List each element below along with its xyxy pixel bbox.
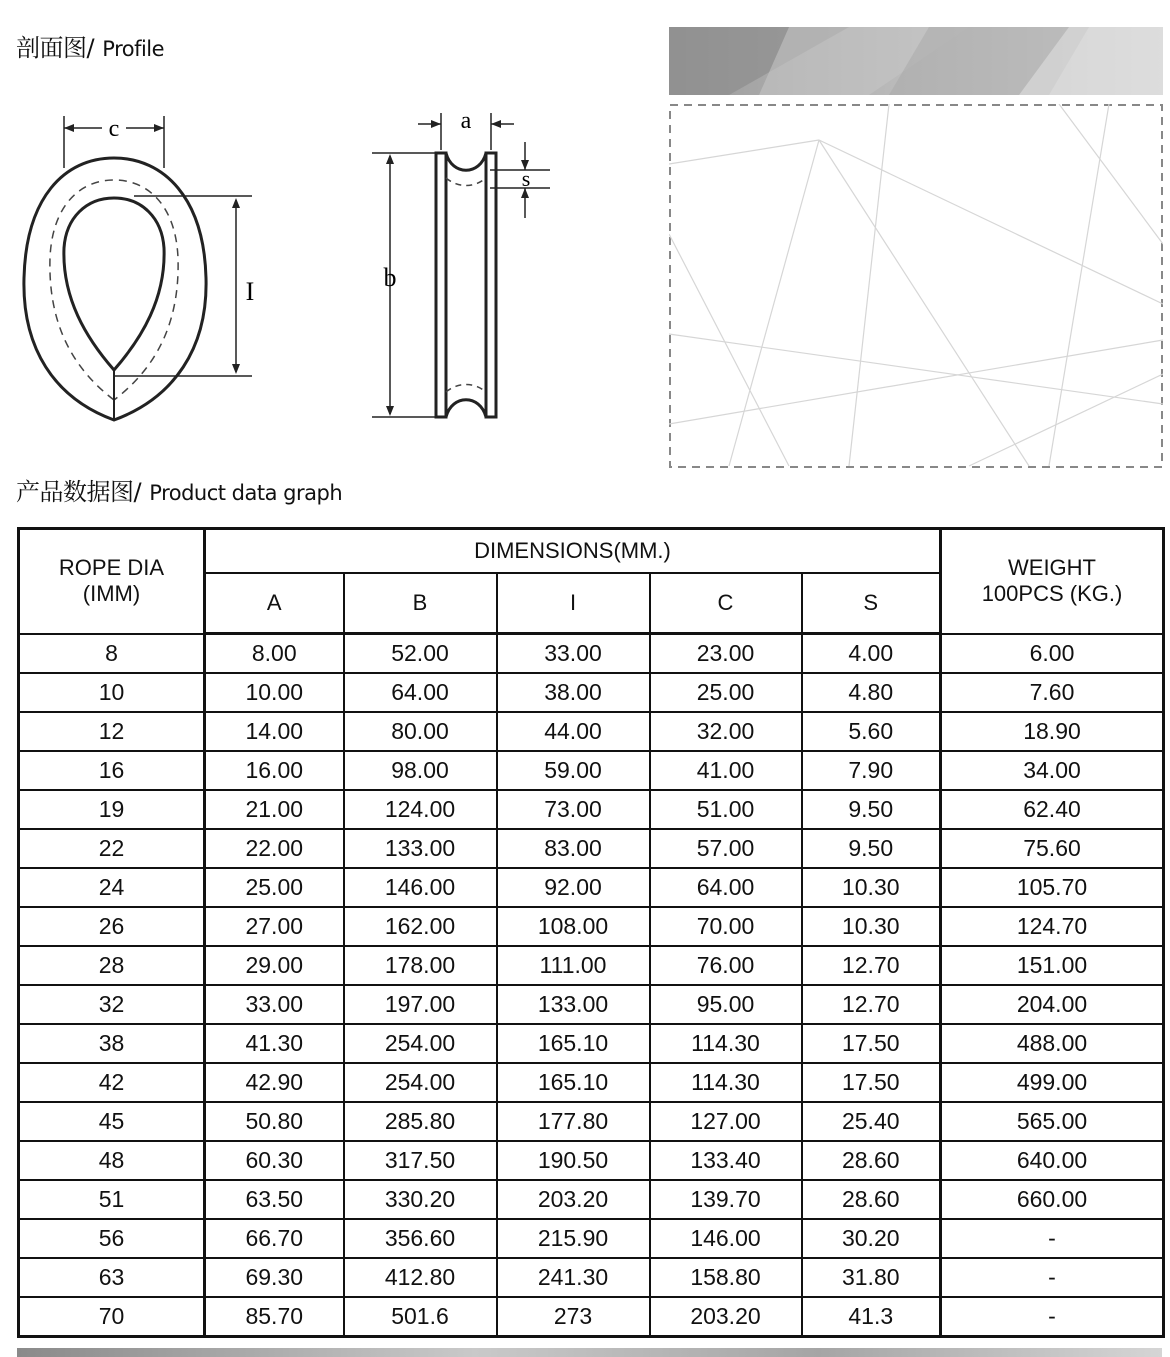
thimble-side-view-diagram xyxy=(360,108,560,428)
cell-b: 254.00 xyxy=(344,1063,497,1102)
cell-i: 59.00 xyxy=(497,751,650,790)
cell-s: 28.60 xyxy=(802,1180,941,1219)
table-row xyxy=(19,868,1164,907)
cell-c: 158.80 xyxy=(650,1258,802,1297)
cell-i: 33.00 xyxy=(497,634,650,674)
data-title-zh: 产品数据图/ xyxy=(16,478,142,506)
column-header-c: C xyxy=(650,573,802,634)
cell-b: 317.50 xyxy=(344,1141,497,1180)
cell-i: 44.00 xyxy=(497,712,650,751)
table-row xyxy=(19,1258,1164,1297)
cell-i: 83.00 xyxy=(497,829,650,868)
cell-a: 33.00 xyxy=(205,985,344,1024)
cell-i: 111.00 xyxy=(497,946,650,985)
rope-dia-header xyxy=(19,529,205,634)
cell-rope-dia: 48 xyxy=(19,1141,205,1180)
cell-i: 177.80 xyxy=(497,1102,650,1141)
cell-rope-dia: 38 xyxy=(19,1024,205,1063)
cell-c: 146.00 xyxy=(650,1219,802,1258)
dimensions-header: DIMENSIONS(MM.) xyxy=(205,529,941,574)
cell-weight: - xyxy=(941,1219,1164,1258)
cell-c: 70.00 xyxy=(650,907,802,946)
cell-rope-dia: 63 xyxy=(19,1258,205,1297)
cell-s: 4.00 xyxy=(802,634,941,674)
cell-i: 92.00 xyxy=(497,868,650,907)
cell-b: 162.00 xyxy=(344,907,497,946)
cell-s: 25.40 xyxy=(802,1102,941,1141)
diagram-label-a: a xyxy=(460,108,472,134)
table-row xyxy=(19,1141,1164,1180)
cell-b: 124.00 xyxy=(344,790,497,829)
cell-i: 273 xyxy=(497,1297,650,1337)
cell-rope-dia: 12 xyxy=(19,712,205,751)
cell-weight: 204.00 xyxy=(941,985,1164,1024)
cell-c: 203.20 xyxy=(650,1297,802,1337)
cell-s: 41.3 xyxy=(802,1297,941,1337)
cell-b: 501.6 xyxy=(344,1297,497,1337)
cell-c: 114.30 xyxy=(650,1063,802,1102)
cell-rope-dia: 45 xyxy=(19,1102,205,1141)
profile-title-zh: 剖面图/ xyxy=(16,34,95,62)
cell-weight: 34.00 xyxy=(941,751,1164,790)
cell-s: 10.30 xyxy=(802,868,941,907)
cell-c: 139.70 xyxy=(650,1180,802,1219)
cell-weight: 151.00 xyxy=(941,946,1164,985)
cell-c: 51.00 xyxy=(650,790,802,829)
cell-i: 215.90 xyxy=(497,1219,650,1258)
cell-rope-dia: 28 xyxy=(19,946,205,985)
table-row xyxy=(19,1180,1164,1219)
weight-label: WEIGHT xyxy=(1008,555,1096,581)
cell-c: 64.00 xyxy=(650,868,802,907)
profile-section-title xyxy=(16,28,164,63)
cell-weight: 7.60 xyxy=(941,673,1164,712)
table-row xyxy=(19,1219,1164,1258)
column-header-b: B xyxy=(344,573,497,634)
cell-rope-dia: 10 xyxy=(19,673,205,712)
table-row xyxy=(19,1102,1164,1141)
rope-dia-label: ROPE DIA xyxy=(58,555,165,581)
cell-s: 9.50 xyxy=(802,790,941,829)
cell-weight: 124.70 xyxy=(941,907,1164,946)
cell-weight: 499.00 xyxy=(941,1063,1164,1102)
cell-c: 95.00 xyxy=(650,985,802,1024)
column-header-i: I xyxy=(497,573,650,634)
diagram-label-c: c xyxy=(108,116,120,142)
cell-c: 25.00 xyxy=(650,673,802,712)
cell-i: 165.10 xyxy=(497,1024,650,1063)
diagram-label-I: I xyxy=(245,277,255,306)
cell-c: 23.00 xyxy=(650,634,802,674)
cell-rope-dia: 51 xyxy=(19,1180,205,1219)
profile-title-en: Profile xyxy=(96,37,165,61)
cell-a: 25.00 xyxy=(205,868,344,907)
cell-rope-dia: 42 xyxy=(19,1063,205,1102)
cell-a: 60.30 xyxy=(205,1141,344,1180)
table-row xyxy=(19,1024,1164,1063)
cell-a: 63.50 xyxy=(205,1180,344,1219)
cell-weight: 6.00 xyxy=(941,634,1164,674)
weight-header xyxy=(941,529,1164,634)
cell-b: 197.00 xyxy=(344,985,497,1024)
footer-decorative-bar xyxy=(17,1348,1162,1357)
table-row xyxy=(19,790,1164,829)
cell-s: 31.80 xyxy=(802,1258,941,1297)
cell-b: 356.60 xyxy=(344,1219,497,1258)
cell-i: 203.20 xyxy=(497,1180,650,1219)
decorative-line-panel xyxy=(669,104,1163,468)
cell-weight: - xyxy=(941,1297,1164,1337)
cell-a: 22.00 xyxy=(205,829,344,868)
cell-rope-dia: 22 xyxy=(19,829,205,868)
cell-a: 14.00 xyxy=(205,712,344,751)
cell-c: 57.00 xyxy=(650,829,802,868)
cell-i: 165.10 xyxy=(497,1063,650,1102)
table-row xyxy=(19,946,1164,985)
cell-c: 76.00 xyxy=(650,946,802,985)
cell-i: 190.50 xyxy=(497,1141,650,1180)
cell-b: 52.00 xyxy=(344,634,497,674)
data-title-en: Product data graph xyxy=(143,481,343,505)
cell-weight: 660.00 xyxy=(941,1180,1164,1219)
cell-b: 285.80 xyxy=(344,1102,497,1141)
cell-weight: 488.00 xyxy=(941,1024,1164,1063)
decorative-banner xyxy=(669,27,1163,95)
cell-b: 98.00 xyxy=(344,751,497,790)
cell-rope-dia: 8 xyxy=(19,634,205,674)
cell-weight: 75.60 xyxy=(941,829,1164,868)
table-body xyxy=(19,634,1164,1337)
cell-b: 146.00 xyxy=(344,868,497,907)
cell-a: 85.70 xyxy=(205,1297,344,1337)
cell-b: 80.00 xyxy=(344,712,497,751)
cell-rope-dia: 32 xyxy=(19,985,205,1024)
cell-s: 12.70 xyxy=(802,985,941,1024)
table-row xyxy=(19,907,1164,946)
cell-b: 330.20 xyxy=(344,1180,497,1219)
table-row xyxy=(19,1063,1164,1102)
cell-s: 12.70 xyxy=(802,946,941,985)
cell-a: 50.80 xyxy=(205,1102,344,1141)
cell-weight: 62.40 xyxy=(941,790,1164,829)
cell-rope-dia: 56 xyxy=(19,1219,205,1258)
table-row xyxy=(19,712,1164,751)
cell-s: 30.20 xyxy=(802,1219,941,1258)
cell-b: 412.80 xyxy=(344,1258,497,1297)
cell-a: 8.00 xyxy=(205,634,344,674)
cell-b: 64.00 xyxy=(344,673,497,712)
cell-b: 254.00 xyxy=(344,1024,497,1063)
cell-rope-dia: 16 xyxy=(19,751,205,790)
cell-c: 41.00 xyxy=(650,751,802,790)
diagram-label-b: b xyxy=(383,263,397,292)
rope-dia-unit: (IMM) xyxy=(82,581,141,607)
cell-a: 21.00 xyxy=(205,790,344,829)
cell-weight: 640.00 xyxy=(941,1141,1164,1180)
cell-c: 127.00 xyxy=(650,1102,802,1141)
cell-i: 73.00 xyxy=(497,790,650,829)
table-row xyxy=(19,1297,1164,1337)
table-row xyxy=(19,634,1164,674)
cell-weight: 105.70 xyxy=(941,868,1164,907)
cell-c: 114.30 xyxy=(650,1024,802,1063)
table-row xyxy=(19,829,1164,868)
column-header-s: S xyxy=(802,573,941,634)
cell-a: 16.00 xyxy=(205,751,344,790)
cell-s: 17.50 xyxy=(802,1024,941,1063)
table-row xyxy=(19,985,1164,1024)
cell-s: 9.50 xyxy=(802,829,941,868)
cell-a: 42.90 xyxy=(205,1063,344,1102)
thimble-front-view-diagram xyxy=(14,108,274,428)
cell-a: 29.00 xyxy=(205,946,344,985)
cell-s: 7.90 xyxy=(802,751,941,790)
cell-weight: 18.90 xyxy=(941,712,1164,751)
cell-a: 10.00 xyxy=(205,673,344,712)
cell-weight: 565.00 xyxy=(941,1102,1164,1141)
cell-c: 133.40 xyxy=(650,1141,802,1180)
cell-i: 241.30 xyxy=(497,1258,650,1297)
cell-weight: - xyxy=(941,1258,1164,1297)
cell-s: 17.50 xyxy=(802,1063,941,1102)
cell-s: 28.60 xyxy=(802,1141,941,1180)
cell-b: 178.00 xyxy=(344,946,497,985)
diagram-label-s: s xyxy=(521,166,531,191)
cell-i: 108.00 xyxy=(497,907,650,946)
cell-a: 41.30 xyxy=(205,1024,344,1063)
column-header-a: A xyxy=(205,573,344,634)
cell-a: 27.00 xyxy=(205,907,344,946)
cell-i: 38.00 xyxy=(497,673,650,712)
cell-a: 66.70 xyxy=(205,1219,344,1258)
cell-rope-dia: 19 xyxy=(19,790,205,829)
table-row xyxy=(19,751,1164,790)
product-data-section-title xyxy=(16,472,342,507)
cell-b: 133.00 xyxy=(344,829,497,868)
cell-s: 4.80 xyxy=(802,673,941,712)
cell-rope-dia: 24 xyxy=(19,868,205,907)
cell-rope-dia: 70 xyxy=(19,1297,205,1337)
cell-s: 5.60 xyxy=(802,712,941,751)
cell-rope-dia: 26 xyxy=(19,907,205,946)
product-data-table xyxy=(17,527,1165,1338)
weight-unit: 100PCS (KG.) xyxy=(981,581,1123,607)
cell-i: 133.00 xyxy=(497,985,650,1024)
cell-c: 32.00 xyxy=(650,712,802,751)
cell-s: 10.30 xyxy=(802,907,941,946)
table-row xyxy=(19,673,1164,712)
cell-a: 69.30 xyxy=(205,1258,344,1297)
